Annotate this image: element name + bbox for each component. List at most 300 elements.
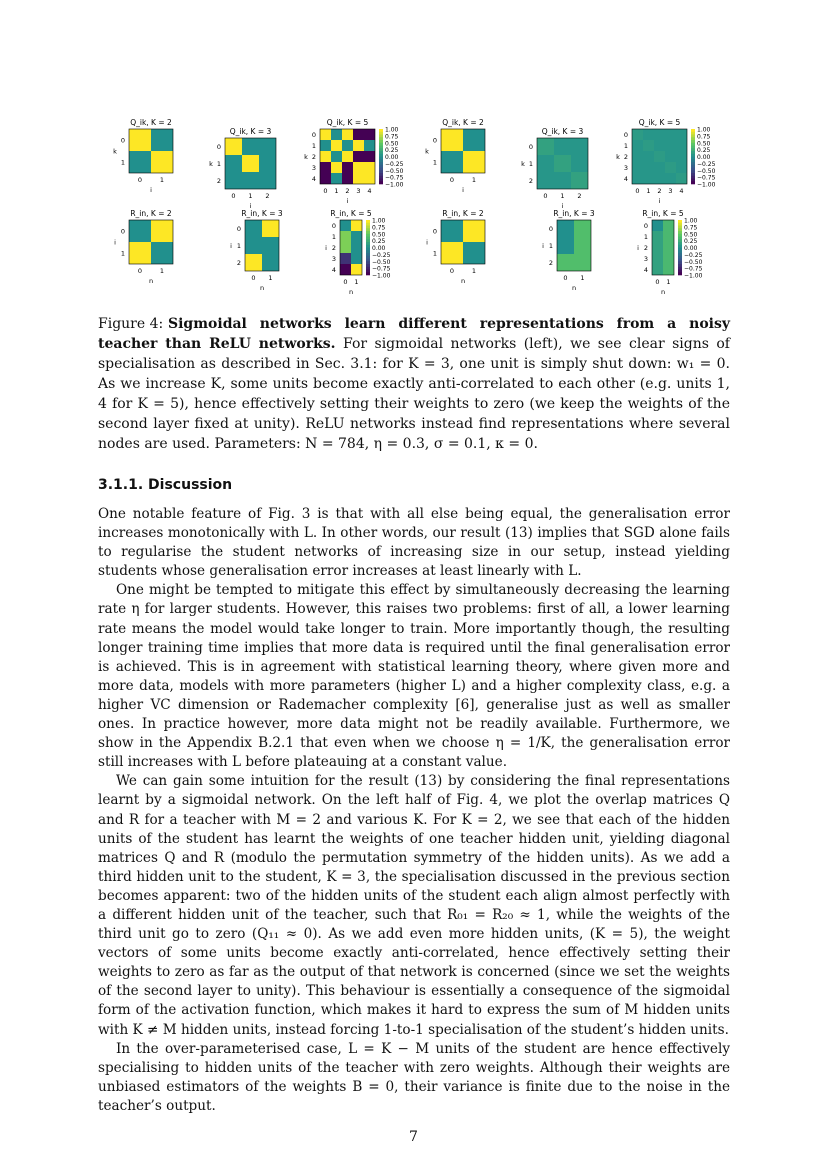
heatmap-cell — [676, 162, 687, 173]
colorbar-segment — [678, 256, 682, 259]
colorbar-segment — [691, 165, 695, 168]
colorbar-tick-label: −0.50 — [684, 258, 703, 266]
x-tick-label: 2 — [657, 187, 662, 195]
colorbar-segment — [379, 162, 383, 165]
colorbar-tick-label: −1.00 — [385, 181, 404, 189]
colorbar-segment — [379, 143, 383, 146]
x-tick-label: 2 — [345, 187, 350, 195]
heatmap-cell — [245, 237, 262, 254]
colorbar-segment — [379, 146, 383, 149]
heatmap-cell — [242, 138, 259, 155]
heatmap-cell — [557, 254, 574, 271]
x-tick-label: 1 — [268, 274, 273, 282]
colorbar-tick-label: −0.25 — [372, 251, 391, 259]
y-tick-label: 1 — [236, 242, 241, 250]
colorbar-segment — [379, 181, 383, 184]
heatmap-cell — [353, 162, 364, 173]
y-axis-label: k — [113, 147, 117, 156]
heatmap-cell — [643, 140, 654, 151]
heatmap-cell — [632, 162, 643, 173]
x-tick-label: 1 — [248, 192, 253, 200]
x-tick-label: 0 — [449, 267, 455, 275]
x-axis-label: i — [150, 186, 152, 194]
heatmap-cell — [351, 264, 362, 275]
heatmap-cell — [463, 242, 485, 264]
heatmap-cell — [340, 231, 351, 242]
heatmap-cell — [342, 140, 353, 151]
colorbar-segment — [678, 272, 682, 275]
colorbar-segment — [366, 267, 370, 270]
heatmap-panel-1 — [113, 118, 173, 194]
colorbar-tick-label: −0.50 — [697, 167, 716, 175]
y-tick-label: 1 — [216, 160, 221, 168]
x-axis-label: n — [259, 284, 265, 292]
colorbar-segment — [691, 173, 695, 176]
heatmap-cell — [342, 162, 353, 173]
heatmap-cell — [441, 242, 463, 264]
heatmap-cell — [463, 151, 485, 173]
colorbar-segment — [691, 170, 695, 173]
colorbar-segment — [691, 137, 695, 140]
x-tick-label: 2 — [265, 192, 270, 200]
y-tick-label: 1 — [643, 233, 648, 241]
colorbar-segment — [691, 157, 695, 160]
y-tick-label: 0 — [432, 136, 437, 145]
colorbar-tick-label: 0.25 — [684, 238, 698, 246]
heatmap-cell — [665, 173, 676, 184]
heatmap-panel-3 — [304, 118, 403, 205]
y-axis-label: k — [425, 147, 429, 156]
colorbar-segment — [678, 220, 682, 223]
colorbar-tick-label: 1.00 — [697, 126, 711, 134]
colorbar-segment — [366, 228, 370, 231]
heatmap-cell — [340, 253, 351, 264]
heatmap-cell — [676, 129, 687, 140]
heatmap-cell — [340, 242, 351, 253]
colorbar-segment — [366, 220, 370, 223]
x-tick-label: 0 — [251, 274, 256, 282]
heatmap-cell — [320, 151, 331, 162]
heatmap-cell — [129, 242, 151, 264]
colorbar-segment — [691, 146, 695, 149]
heatmap-cell — [151, 242, 173, 264]
y-tick-label: 3 — [623, 164, 628, 172]
y-axis-label: i — [230, 242, 232, 250]
heatmap-cell — [245, 220, 262, 237]
x-tick-label: 0 — [323, 187, 328, 195]
heatmap-cell — [441, 129, 463, 151]
x-tick-label: 0 — [449, 176, 455, 184]
caption-label: Figure 4: — [98, 316, 164, 332]
heatmap-cell — [151, 151, 173, 173]
heatmap-cell — [225, 138, 242, 155]
heatmap-cell — [340, 220, 351, 231]
colorbar-segment — [691, 181, 695, 184]
colorbar-tick-label: −0.75 — [372, 265, 391, 273]
x-axis-label: n — [571, 284, 577, 292]
heatmap-cell — [463, 220, 485, 242]
heatmap-cell — [225, 155, 242, 172]
heatmap-cell — [537, 172, 554, 189]
heatmap-cell — [353, 173, 364, 184]
colorbar-segment — [379, 137, 383, 140]
colorbar-segment — [366, 250, 370, 253]
heatmap-cell — [654, 129, 665, 140]
y-tick-label: 1 — [432, 249, 437, 258]
heatmap-cell — [351, 220, 362, 231]
y-axis-label: i — [114, 238, 116, 247]
x-tick-label: 1 — [560, 192, 565, 200]
x-tick-label: 1 — [334, 187, 339, 195]
colorbar-segment — [379, 165, 383, 168]
heatmap-cell — [557, 237, 574, 254]
colorbar-segment — [379, 140, 383, 143]
heatmap-cell — [574, 220, 591, 237]
heatmap-panel-9 — [325, 209, 390, 296]
y-tick-label: 4 — [311, 175, 316, 183]
colorbar-segment — [379, 170, 383, 173]
colorbar-segment — [379, 173, 383, 176]
heatmap-cell — [320, 140, 331, 151]
heatmap-cell — [225, 172, 242, 189]
y-tick-label: 2 — [331, 244, 336, 252]
heatmap-cell — [676, 151, 687, 162]
colorbar-segment — [379, 151, 383, 154]
colorbar-segment — [366, 261, 370, 264]
x-axis-label: n — [660, 288, 666, 296]
heatmap-cell — [571, 155, 588, 172]
heatmap-cell — [353, 129, 364, 140]
colorbar-segment — [379, 159, 383, 162]
heatmap-cell — [242, 172, 259, 189]
panel-title: R_in, K = 3 — [553, 209, 595, 218]
colorbar-tick-label: 0.50 — [385, 140, 399, 148]
x-axis-label: n — [348, 288, 354, 296]
x-tick-label: 3 — [668, 187, 673, 195]
heatmap-cell — [632, 151, 643, 162]
heatmap-cell — [654, 162, 665, 173]
panel-title: R_in, K = 2 — [130, 209, 172, 218]
colorbar-tick-label: −1.00 — [697, 181, 716, 189]
heatmap-cell — [129, 220, 151, 242]
figure-4 — [0, 0, 827, 300]
heatmap-cell — [643, 173, 654, 184]
colorbar-segment — [366, 248, 370, 251]
colorbar-segment — [379, 148, 383, 151]
x-tick-label: 4 — [367, 187, 372, 195]
x-tick-label: 1 — [471, 176, 477, 184]
x-tick-label: 0 — [137, 267, 143, 275]
x-tick-label: 1 — [159, 267, 165, 275]
x-tick-label: 2 — [577, 192, 582, 200]
y-axis-label: i — [637, 244, 639, 252]
colorbar-segment — [691, 168, 695, 171]
colorbar-segment — [678, 270, 682, 273]
colorbar-tick-label: 0.25 — [372, 238, 386, 246]
y-tick-label: 3 — [331, 255, 336, 263]
heatmap-cell — [654, 151, 665, 162]
y-tick-label: 0 — [528, 143, 533, 151]
y-tick-label: 1 — [548, 242, 553, 250]
colorbar-segment — [678, 259, 682, 262]
heatmap-cell — [654, 140, 665, 151]
heatmap-cell — [351, 231, 362, 242]
x-tick-label: 3 — [356, 187, 361, 195]
x-axis-label: i — [462, 186, 464, 194]
y-axis-label: k — [521, 160, 525, 168]
heatmap-cell — [632, 129, 643, 140]
colorbar-segment — [366, 234, 370, 237]
colorbar-segment — [366, 237, 370, 240]
y-axis-label: i — [325, 244, 327, 252]
y-axis-label: k — [304, 153, 308, 161]
x-tick-label: 0 — [563, 274, 568, 282]
colorbar-segment — [678, 261, 682, 264]
colorbar-segment — [379, 179, 383, 182]
panel-title: Q_ik, K = 3 — [541, 127, 584, 136]
panel-title: R_in, K = 5 — [642, 209, 684, 218]
heatmap-cell — [342, 129, 353, 140]
heatmap-panel-2 — [209, 127, 276, 210]
heatmap-cell — [632, 140, 643, 151]
heatmap-cell — [331, 173, 342, 184]
colorbar-tick-label: 0.75 — [385, 133, 399, 141]
colorbar-tick-label: 1.00 — [385, 126, 399, 134]
colorbar-segment — [678, 245, 682, 248]
colorbar-segment — [678, 248, 682, 251]
panel-title: R_in, K = 5 — [330, 209, 372, 218]
colorbar-segment — [678, 226, 682, 229]
x-tick-label: 0 — [231, 192, 236, 200]
paragraph-2: One might be tempted to mitigate this effect by simultaneously decreasing the learning rate η for larger students. However, this raises two problems: first of all, a lower learning rate means the model would take longer to train. More importantly though, the resulting longer training time implies that more data is required until the final generalisation error is achieved. This is in agreement with statistical learning theory, where given more and more data, models with more parameters (higher L) and a higher complexity class, e.g. a higher VC dimension or Rademacher complexity [6], generalise just as well as smaller ones. In practice however, more data might not be readily available. Furthermore, we show in the Appendix B.2.1 that even when we choose η = 1/K, the generalisation error still increases with L before plateauing at a constant value. — [98, 582, 730, 771]
panel-title: Q_ik, K = 2 — [442, 118, 484, 127]
colorbar-segment — [366, 270, 370, 273]
colorbar-segment — [678, 242, 682, 245]
colorbar-segment — [678, 239, 682, 242]
heatmap-panel-6 — [616, 118, 715, 205]
colorbar-segment — [678, 234, 682, 237]
x-tick-label: 1 — [159, 176, 165, 184]
colorbar-segment — [379, 129, 383, 132]
heatmap-cell — [554, 138, 571, 155]
heatmap-cell — [571, 138, 588, 155]
y-tick-label: 1 — [528, 160, 533, 168]
colorbar-tick-label: 0.50 — [684, 231, 698, 239]
heatmap-cell — [351, 253, 362, 264]
caption-text: For sigmoidal networks (left), we see clear signs of specialisation as described in Sec. 3.1: for K = 3, one unit is simply shut down: w₁ = 0. As we increase K, some units become exactly anti-correlated to each other (e.g. units 1, 4 for K = 5), hence effectively setting their weights to zero (we keep the weights of the second layer fixed at unity). ReLU networks instead find representations where several nodes are used. Parameters: N = 784, η = 0.3, σ = 0.1, κ = 0. — [98, 336, 730, 452]
colorbar-segment — [678, 228, 682, 231]
y-tick-label: 0 — [236, 225, 241, 233]
heatmap-cell — [340, 264, 351, 275]
heatmap-cell — [129, 151, 151, 173]
colorbar-segment — [691, 179, 695, 182]
y-tick-label: 0 — [331, 222, 336, 230]
heatmap-cell — [463, 129, 485, 151]
heatmap-cell — [441, 220, 463, 242]
heatmap-cell — [663, 220, 674, 231]
y-tick-label: 2 — [216, 177, 221, 185]
colorbar-tick-label: 0.00 — [385, 154, 399, 161]
colorbar-segment — [678, 231, 682, 234]
colorbar-segment — [691, 154, 695, 157]
colorbar-tick-label: −0.50 — [372, 258, 391, 266]
y-tick-label: 1 — [120, 249, 125, 258]
y-tick-label: 0 — [311, 131, 316, 139]
x-tick-label: 1 — [580, 274, 585, 282]
heatmap-cell — [259, 172, 276, 189]
colorbar-tick-label: −0.25 — [684, 251, 703, 259]
heatmap-cell — [342, 173, 353, 184]
colorbar-segment — [678, 237, 682, 240]
colorbar-segment — [678, 267, 682, 270]
paragraph-1: One notable feature of Fig. 3 is that with all else being equal, the generalisation error increases monotonically with L. In other words, our result (13) implies that SGD alone fails to regularise the student networks of increasing size in our setup, instead yielding students whose generalisation error increases at least linearly with L. — [98, 506, 730, 580]
colorbar-segment — [379, 154, 383, 157]
colorbar-segment — [678, 264, 682, 267]
y-tick-label: 2 — [528, 177, 533, 185]
panel-title: Q_ik, K = 3 — [229, 127, 272, 136]
heatmap-cell — [364, 129, 375, 140]
colorbar-segment — [691, 140, 695, 143]
colorbar-tick-label: −0.25 — [385, 160, 404, 168]
y-tick-label: 2 — [643, 244, 648, 252]
colorbar-tick-label: −0.75 — [385, 174, 404, 182]
heatmap-cell — [320, 162, 331, 173]
colorbar-segment — [366, 259, 370, 262]
heatmap-cell — [320, 173, 331, 184]
y-tick-label: 0 — [120, 136, 125, 145]
heatmap-cell — [652, 231, 663, 242]
colorbar-segment — [678, 250, 682, 253]
heatmap-cell — [364, 151, 375, 162]
y-tick-label: 3 — [311, 164, 316, 172]
colorbar-tick-label: −0.75 — [684, 265, 703, 273]
heatmap-panel-5 — [521, 127, 588, 210]
colorbar-segment — [379, 135, 383, 138]
x-tick-label: 0 — [635, 187, 640, 195]
heatmap-cell — [676, 140, 687, 151]
heatmap-cell — [342, 151, 353, 162]
heatmap-cell — [574, 254, 591, 271]
heatmap-cell — [129, 129, 151, 151]
heatmap-cell — [652, 264, 663, 275]
heatmap-cell — [353, 151, 364, 162]
section-heading: 3.1.1. Discussion — [98, 477, 233, 493]
heatmap-cell — [652, 220, 663, 231]
colorbar-segment — [366, 242, 370, 245]
y-tick-label: 1 — [331, 233, 336, 241]
x-axis-label: i — [658, 197, 661, 205]
heatmap-cell — [262, 254, 279, 271]
colorbar-tick-label: 0.00 — [372, 245, 386, 252]
heatmap-cell — [351, 242, 362, 253]
paragraph-3: We can gain some intuition for the result (13) by considering the final representations learnt by a sigmoidal network. On the left half of Fig. 4, we plot the overlap matrices Q and R for a teacher with M = 2 and various K. For K = 2, we see that each of the hidden units of the student has learnt the weights of one teacher hidden unit, yielding diagonal matrices Q and R (modulo the permutation symmetry of the hidden units). As we add a third hidden unit to the student, K = 3, the specialisation discussed in the previous section becomes apparent: two of the hidden units of the student each align almost perfectly with a different hidden unit of the teacher, such that R₀₁ = R₂₀ ≈ 1, while the weights of the third unit go to zero (Q₁₁ ≈ 0). As we add even more hidden units, (K = 5), the weight vectors of some units become exactly anti-correlated, hence effectively setting their weights to zero as far as the output of that network is concerned (since we set the weights of the second layer to unity). This behaviour is essentially a consequence of the sigmoidal form of the activation function, which makes it hard to express the sum of M hidden units with K ≠ M hidden units, instead forcing 1-to-1 specialisation of the student’s hidden units. — [98, 773, 730, 1038]
heatmap-cell — [331, 162, 342, 173]
colorbar-segment — [678, 223, 682, 226]
heatmap-cell — [353, 140, 364, 151]
y-axis-label: i — [426, 238, 428, 247]
colorbar-tick-label: 1.00 — [372, 217, 386, 225]
x-tick-label: 0 — [137, 176, 143, 184]
caption-bold: Sigmoidal networks learn different representations from a noisy teacher than ReLU networks. — [98, 316, 730, 352]
heatmap-cell — [652, 253, 663, 264]
heatmap-cell — [665, 140, 676, 151]
heatmap-cell — [654, 173, 665, 184]
heatmap-cell — [259, 138, 276, 155]
colorbar-segment — [366, 272, 370, 275]
colorbar-segment — [691, 143, 695, 146]
x-axis-label: n — [460, 277, 466, 285]
colorbar-segment — [379, 168, 383, 171]
colorbar-segment — [366, 253, 370, 256]
colorbar-tick-label: 0.25 — [697, 147, 711, 155]
heatmap-cell — [665, 151, 676, 162]
body-text — [98, 505, 730, 1116]
y-tick-label: 3 — [643, 255, 648, 263]
heatmap-panel-10 — [426, 209, 485, 285]
heatmap-cell — [364, 162, 375, 173]
y-tick-label: 0 — [120, 227, 125, 236]
x-axis-label: i — [249, 202, 252, 210]
heatmap-cell — [665, 162, 676, 173]
colorbar-segment — [691, 148, 695, 151]
colorbar-segment — [366, 226, 370, 229]
heatmap-cell — [643, 151, 654, 162]
colorbar-segment — [691, 135, 695, 138]
y-tick-label: 1 — [120, 158, 125, 167]
heatmap-panel-4 — [425, 118, 485, 194]
y-tick-label: 2 — [236, 259, 241, 267]
heatmap-cell — [643, 162, 654, 173]
colorbar-tick-label: 0.75 — [684, 224, 698, 232]
y-tick-label: 0 — [623, 131, 628, 139]
x-tick-label: 1 — [666, 278, 671, 286]
colorbar-tick-label: −0.50 — [385, 167, 404, 175]
heatmap-panel-7 — [114, 209, 173, 285]
colorbar-tick-label: 0.50 — [372, 231, 386, 239]
page-number: 7 — [409, 1129, 418, 1145]
panel-title: R_in, K = 2 — [442, 209, 484, 218]
x-axis-label: i — [561, 202, 564, 210]
y-tick-label: 2 — [548, 259, 553, 267]
colorbar-tick-label: 0.25 — [385, 147, 399, 155]
y-tick-label: 4 — [331, 266, 336, 274]
colorbar-segment — [691, 151, 695, 154]
y-tick-label: 4 — [623, 175, 628, 183]
heatmap-panel-12 — [637, 209, 702, 296]
heatmap-cell — [652, 242, 663, 253]
colorbar-tick-label: −1.00 — [684, 272, 703, 280]
x-axis-label: n — [148, 277, 154, 285]
x-tick-label: 1 — [471, 267, 477, 275]
heatmap-cell — [663, 231, 674, 242]
heatmap-cell — [665, 129, 676, 140]
colorbar-tick-label: 0.75 — [372, 224, 386, 232]
heatmap-cell — [364, 173, 375, 184]
heatmap-cell — [242, 155, 259, 172]
heatmap-cell — [632, 173, 643, 184]
panel-title: Q_ik, K = 2 — [130, 118, 172, 127]
colorbar-segment — [678, 253, 682, 256]
heatmap-cell — [259, 155, 276, 172]
x-tick-label: 1 — [646, 187, 651, 195]
y-tick-label: 1 — [432, 158, 437, 167]
heatmap-cell — [663, 253, 674, 264]
heatmap-panel-8 — [230, 209, 283, 292]
colorbar-segment — [691, 176, 695, 179]
colorbar-tick-label: −1.00 — [372, 272, 391, 280]
heatmap-cell — [441, 151, 463, 173]
x-tick-label: 0 — [655, 278, 660, 286]
